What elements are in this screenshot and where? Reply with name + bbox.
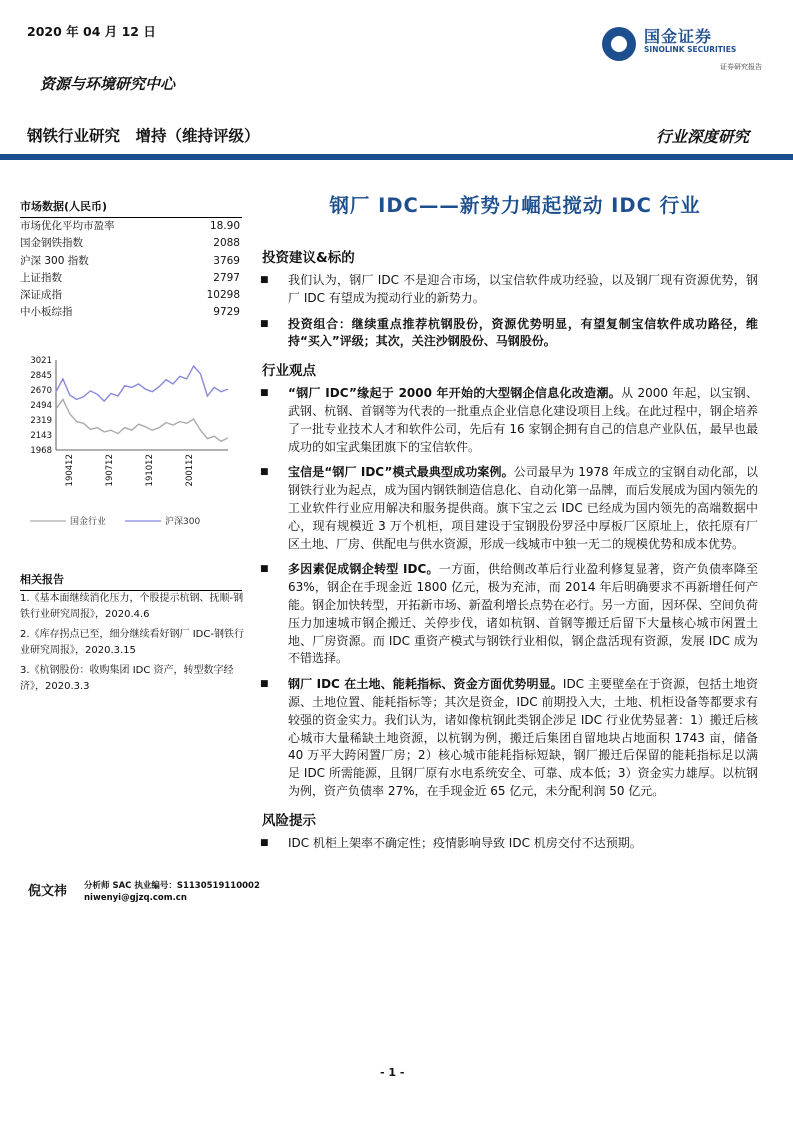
related-reports-title: 相关报告 xyxy=(20,571,242,591)
x-tick-label: 200112 xyxy=(185,454,195,487)
market-row xyxy=(20,270,242,287)
x-tick-label: 190712 xyxy=(105,454,115,487)
section-heading: 投资建议&标的 xyxy=(262,250,355,266)
market-row xyxy=(20,304,242,321)
bullet-paragraph xyxy=(262,464,758,553)
market-label: 沪深 300 指数 xyxy=(20,254,89,267)
y-tick-label: 2494 xyxy=(30,401,52,412)
bullet-text: 一方面，供给侧改革后行业盈利修复显著，资产负债率降至 63%，钢企在手现金近 1800 亿元，极为充沛，而 2014 年后明确要求不再新增任何产能。钢企加快转型，开拓新市场、新盈利增长点势在必行。另一方面，因环保、空间负荷压力加速城市钢企搬迁、关停步伐，诸如杭钢、首钢等搬迁后留下大量核心城市闲置土地、厂房资源。而 IDC 重资产模式与钢铁行业相似，钢企盘活现有资源，发展 IDC 成为不错选择。 xyxy=(288,562,758,666)
main-content xyxy=(262,240,758,861)
market-label: 市场优化平均市盈率 xyxy=(20,220,115,232)
bullet-lead: 钢厂 IDC 在土地、能耗指标、资金方面优势明显。 xyxy=(288,677,563,692)
market-row xyxy=(20,253,242,270)
bullet-paragraph xyxy=(262,385,758,456)
report-title: 钢厂 IDC——新势力崛起搅动 IDC 行业 xyxy=(329,194,701,217)
logo-mark-icon xyxy=(602,27,636,61)
sector-rating: 钢铁行业研究 增持（维持评级） xyxy=(27,127,260,145)
market-label: 国金钢铁指数 xyxy=(20,237,83,250)
related-report-item[interactable]: 3.《杭钢股份：收购集团 IDC 资产，转型数字经济》，2020.3.3 xyxy=(20,664,234,693)
y-tick-label: 2670 xyxy=(30,386,52,396)
section-heading: 风险提示 xyxy=(262,812,316,829)
section-heading: 行业观点 xyxy=(262,363,316,380)
y-tick-label: 3021 xyxy=(30,356,52,366)
page-number: - 1 - xyxy=(380,1066,405,1079)
index-line-chart xyxy=(20,352,242,532)
y-tick-label: 2845 xyxy=(30,371,52,382)
market-row xyxy=(20,235,242,252)
bullet-paragraph xyxy=(262,272,758,308)
bullet-text: 公司最早为 1978 年成立的宝钢自动化部，以钢铁行业为起点，成为国内钢铁制造信息化、自动化第一品牌，而后发展成为国内领先的工业软件行业应用解决和服务提供商。旗下宝之云 IDC 已经成为国内领先的高端数据中心，现有规模近 3 万个机柜，项目建设于宝钢股份罗泾中厚板厂区原址上，依托原有厂区土地、厂房、供配电与供水资源，形成一线城市中独一无二的规模优势和成本优势。 xyxy=(288,465,759,551)
market-label: 深证成指 xyxy=(20,289,62,302)
related-report-item[interactable]: 2.《库存拐点已至，细分继续看好钢厂 IDC-钢铁行业研究周报》，2020.3.15 xyxy=(20,628,244,657)
logo-subtitle: 证券研究报告 xyxy=(720,63,762,71)
bullet-paragraph xyxy=(262,316,758,352)
bullet-lead: “钢厂 IDC”缘起于 2000 年开始的大型钢企信息化改造潮。 xyxy=(288,386,622,401)
bullet-lead: 投资组合：继续重点推荐杭钢股份，资源优势明显，有望复制宝信软件成功路径，维持“买入”评级；其次，关注沙钢股份、马钢股份。 xyxy=(288,316,758,349)
market-row xyxy=(20,218,242,235)
author-sac: 分析师 SAC 执业编号：S1130519110002 xyxy=(84,881,260,891)
legend-label: 沪深300 xyxy=(165,517,201,527)
bullet-paragraph xyxy=(262,676,758,801)
company-logo xyxy=(602,24,772,72)
market-label: 中小板综指 xyxy=(20,306,73,319)
market-data-title: 市场数据(人民币) xyxy=(20,198,242,218)
bullet-text: IDC 主要壁垒在于资源，包括土地资源、土地位置、能耗指标等；其次是资金，IDC 前期投入大，土地、机柜设备等都要求有较强的资金实力。我们认为，诸如像杭钢此类钢企涉足 IDC 行业优势显著：1）搬迁后核心城市大量稀缺土地资源，以杭钢为例，搬迁后集团自留地块占地面积 1743 亩，储备 40 万平大跨闲置厂房；2）核心城市能耗指标短缺，钢厂搬迁后保留的能耗指标足以满足 IDC 所需能源，且钢厂原有水电系统安全、可靠、成本低；3）资金实力雄厚。以杭钢为例，资产负债率 27%，在手现金近 65 亿元，未分配利润 50 亿元。 xyxy=(288,677,758,798)
market-value: 18.90 xyxy=(209,220,240,232)
y-tick-label: 2319 xyxy=(30,416,52,426)
author-email[interactable]: niwenyi@gjzq.com.cn xyxy=(84,893,187,903)
y-tick-label: 2143 xyxy=(30,431,52,442)
bullet-text: 从 2000 年起，以宝钢、武钢、杭钢、首钢等为代表的一批重点企业信息化建设项目上线。在此过程中，钢企培养了一批专业技术人才和软件公司，先后有 16 家钢企拥有自己的信息产业队伍，最早也最成功的如宝武集团旗下的宝信软件。 xyxy=(288,386,758,454)
series-line xyxy=(56,366,228,401)
market-row xyxy=(20,287,242,304)
legend-label: 国金行业 xyxy=(70,517,107,527)
bullet-text: IDC 机柜上架率不确定性；疫情影响导致 IDC 机房交付不达预期。 xyxy=(288,835,642,850)
market-value: 2797 xyxy=(213,271,240,284)
bullet-lead: 宝信是“钢厂 IDC”模式最典型成功案例。 xyxy=(288,465,514,480)
market-value: 9729 xyxy=(213,306,240,319)
market-value: 3769 xyxy=(213,254,240,267)
header-divider xyxy=(0,154,793,160)
market-value: 2088 xyxy=(213,237,240,250)
logo-name-cn: 国金证券 xyxy=(644,27,713,46)
y-tick-label: 1968 xyxy=(30,446,52,456)
report-type: 行业深度研究 xyxy=(655,128,749,146)
market-value: 10298 xyxy=(206,289,240,302)
author-info xyxy=(84,880,260,904)
report-date: 2020 年 04 月 12 日 xyxy=(27,24,156,39)
author-name: 倪文祎 xyxy=(28,884,68,899)
bullet-text: 我们认为，钢厂 IDC 不是迎合市场，以宝信软件成功经验，以及钢厂现有资源优势，钢厂 IDC 有望成为搅动行业的新势力。 xyxy=(288,273,758,305)
market-label: 上证指数 xyxy=(20,271,62,284)
bullet-paragraph xyxy=(262,835,758,853)
bullet-paragraph xyxy=(262,561,758,668)
x-tick-label: 190412 xyxy=(65,454,75,487)
market-data-panel xyxy=(20,198,242,322)
related-report-item[interactable]: 1.《基本面继续消化压力，个股提示杭钢、抚顺-钢铁行业研究周报》，2020.4.6 xyxy=(20,593,244,621)
market-data-table xyxy=(20,218,242,322)
logo-name-en: SINOLINK SECURITIES xyxy=(644,45,737,54)
series-line xyxy=(56,399,228,441)
research-center: 资源与环境研究中心 xyxy=(40,75,176,93)
bullet-lead: 多因素促成钢企转型 IDC。 xyxy=(288,562,439,577)
x-tick-label: 191012 xyxy=(145,454,155,487)
related-reports-list xyxy=(20,591,245,698)
